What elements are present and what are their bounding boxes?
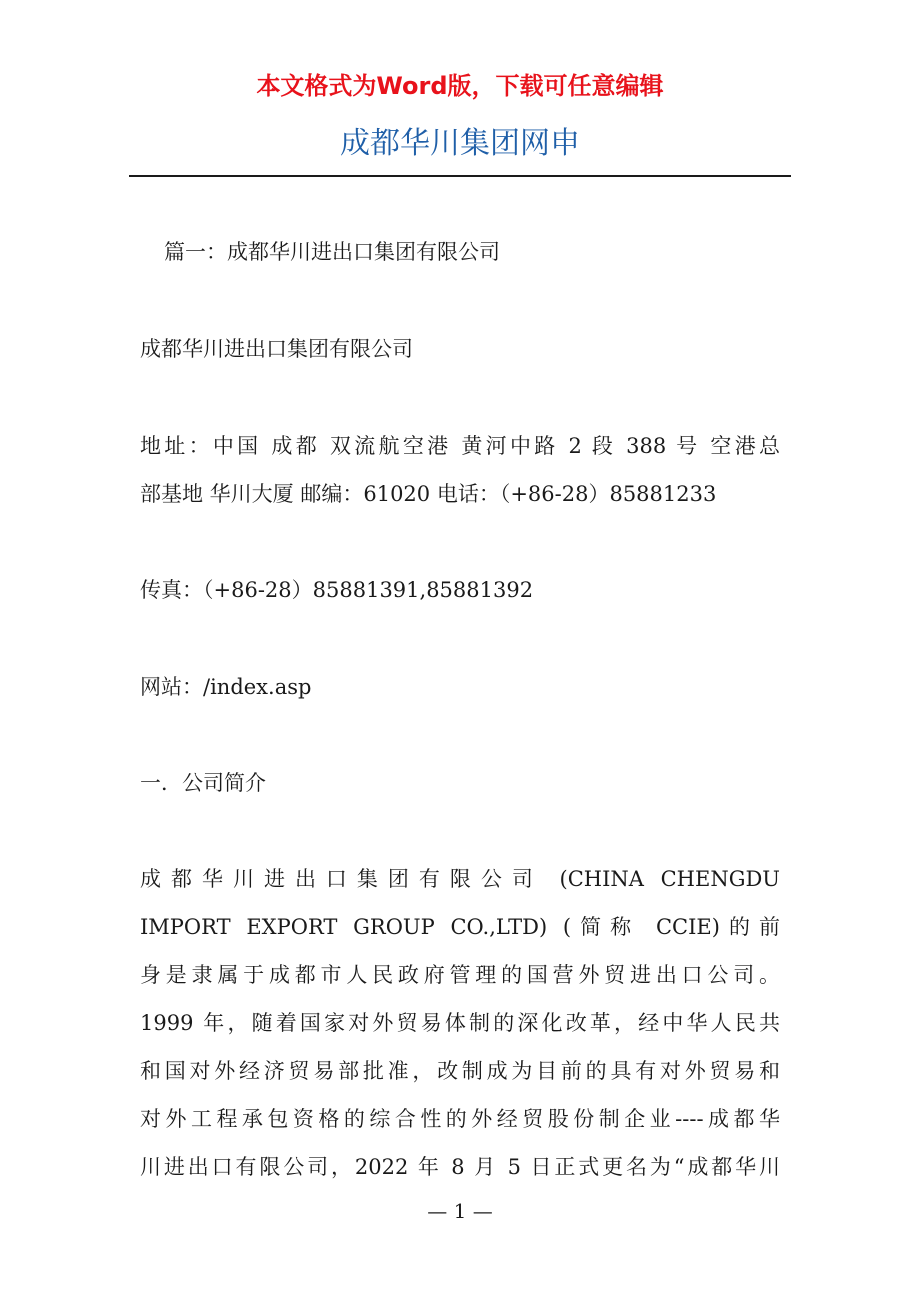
paragraph-line: 成都华川进出口集团有限公司 (CHINA CHENGDU [140,867,780,891]
title-divider [129,175,791,177]
paragraph-line: 身是隶属于成都市人民政府管理的国营外贸进出口公司。 [140,963,780,987]
paragraph-line: IMPORT EXPORT GROUP CO.,LTD) (简称 CCIE)的前 [140,915,780,939]
paragraph-line: 川进出口有限公司，2022 年 8 月 5 日正式更名为“成都华川 [140,1155,780,1179]
page-number: — 1 — [427,1199,493,1223]
fax-line: 传真：（+86-28）85881391,85881392 [140,578,534,602]
company-name: 成都华川进出口集团有限公司 [140,337,413,361]
download-notice: 本文格式为Word版，下载可任意编辑 [256,72,664,100]
paragraph-line: 和国对外经济贸易部批准，改制成为目前的具有对外贸易和 [140,1059,780,1083]
website-line: 网站：/index.asp [140,675,312,699]
paragraph-line: 对外工程承包资格的综合性的外经贸股份制企业----成都华 [140,1107,780,1131]
address-line-1: 地址：中国 成都 双流航空港 黄河中路 2 段 388 号 空港总 [140,434,780,458]
intro-heading: 一．公司简介 [140,771,266,795]
paragraph-line: 1999 年，随着国家对外贸易体制的深化改革，经中华人民共 [140,1011,780,1035]
document-title: 成都华川集团网申 [340,126,580,161]
section-heading: 篇一：成都华川进出口集团有限公司 [164,240,500,264]
address-line-2: 部基地 华川大厦 邮编：61020 电话：（+86-28）85881233 [140,482,717,506]
